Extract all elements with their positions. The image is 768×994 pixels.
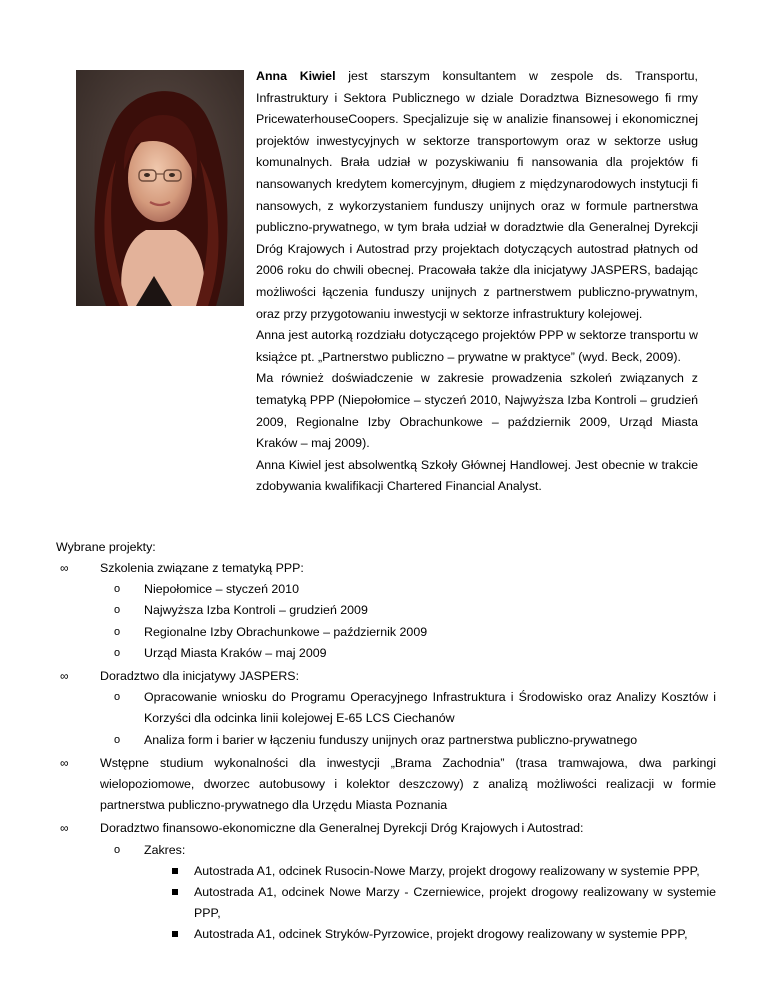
project-subitem [56, 643, 716, 664]
project-subsubitem [56, 924, 716, 945]
infinity-bullet-icon: ∞ [60, 669, 69, 684]
subitem-text: Niepołomice – styczeń 2010 [144, 582, 299, 597]
subitem-text: Opracowanie wniosku do Programu Operacyjnego Infrastruktura i Środowisko oraz Analizy Kosztów i Korzyści dla odcinka linii kolejowej E-65 LCS Ciechanów [144, 690, 716, 726]
square-bullet-icon [172, 889, 178, 895]
circle-bullet-icon: o [114, 583, 121, 596]
project-item [56, 666, 716, 687]
bio-paragraph-1 [256, 66, 698, 325]
portrait-illustration [76, 70, 244, 306]
project-item [56, 753, 716, 817]
project-subitem [56, 840, 716, 861]
project-text: Wstępne studium wykonalności dla inwestycji „Brama Zachodnia” (trasa tramwajowa, dwa parkingi wielopoziomowe, dworzec autobusowy i kolektor deszczowy) z analizą możliwości realizacji w formie partnerstwa publiczno-prywatnego dla Urzędu Miasta Poznania [100, 755, 716, 813]
projects-heading: Wybrane projekty: [56, 540, 156, 554]
infinity-bullet-icon: ∞ [60, 755, 69, 770]
project-subsubitem [56, 882, 716, 924]
subitem-text: Najwyższa Izba Kontroli – grudzień 2009 [144, 603, 368, 618]
bio-text-1: jest starszym konsultantem w zespole ds. Transportu, Infrastruktury i Sektora Publicznego w dziale Doradztwa Biznesowego fi rmy PricewaterhouseCoopers. Specjalizuje się w analizie finansowej i ekonomicznej projektów inwestycyjnych w sektorze transportowym oraz w sektorze usług komunalnych. Brała udział w pozyskiwaniu fi nansowania dla projektów fi nansowanych kredytem komercyjnym, długiem z międzynarodowych instytucji fi nansowych, z wykorzystaniem funduszy unijnych oraz w formule partnerstwa publiczno-prywatnego, w tym brała udział w doradztwie dla Generalnej Dyrekcji Dróg Krajowych i Autostrad przy projektach dotyczących autostrad płatnych od 2006 roku do chwili obecnej. Pracowała także dla inicjatywy JASPERS, badając możliwości łączenia funduszy unijnych z partnerstwem publiczno-prywatnym, oraz przy przygotowaniu inwestycji w sektorze infrastruktury kolejowej. [256, 69, 698, 321]
project-text: Doradztwo dla inicjatywy JASPERS: [100, 669, 300, 684]
circle-bullet-icon: o [114, 733, 121, 746]
project-subitem [56, 622, 716, 643]
project-item [56, 558, 716, 579]
square-bullet-icon [172, 931, 178, 937]
project-item [56, 818, 716, 839]
subitem-text: Zakres: [144, 842, 186, 857]
author-name: Anna Kiwiel [256, 69, 336, 83]
author-bio [256, 66, 698, 498]
project-subitem [56, 579, 716, 600]
square-bullet-icon [172, 868, 178, 874]
projects-list [56, 558, 716, 946]
project-text: Doradztwo finansowo-ekonomiczne dla Generalnej Dyrekcji Dróg Krajowych i Autostrad: [100, 821, 584, 836]
subsubitem-text: Autostrada A1, odcinek Nowe Marzy - Czerniewice, projekt drogowy realizowany w systemie PPP, [194, 885, 716, 921]
circle-bullet-icon: o [114, 604, 121, 617]
subsubitem-text: Autostrada A1, odcinek Rusocin-Nowe Marzy, projekt drogowy realizowany w systemie PPP, [194, 863, 700, 878]
circle-bullet-icon: o [114, 691, 121, 704]
infinity-bullet-icon: ∞ [60, 821, 69, 836]
project-subitem [56, 600, 716, 621]
project-subsubitem [56, 861, 716, 882]
bio-paragraph-2: Anna jest autorką rozdziału dotyczącego projektów PPP w sektorze transportu w książce pt. „Partnerstwo publiczno – prywatne w praktyce” (wyd. Beck, 2009). [256, 328, 698, 364]
bio-paragraph-4: Anna Kiwiel jest absolwentką Szkoły Głównej Handlowej. Jest obecnie w trakcie zdobywania kwalifikacji Chartered Financial Analyst. [256, 457, 698, 494]
circle-bullet-icon: o [114, 646, 121, 659]
author-photo [76, 70, 244, 306]
bio-paragraph-3: Ma również doświadczenie w zakresie prowadzenia szkoleń związanych z tematyką PPP (Niepołomice – styczeń 2010, Najwyższa Izba Kontroli – grudzień 2009, Regionalne Izby Obrachunkowe – październik 2009, Urząd Miasta Kraków – maj 2009). [256, 371, 698, 451]
subitem-text: Analiza form i barier w łączeniu funduszy unijnych oraz partnerstwa publiczno-prywatnego [144, 732, 638, 747]
project-subitem [56, 730, 716, 751]
subitem-text: Regionalne Izby Obrachunkowe – październik 2009 [144, 624, 428, 639]
subitem-text: Urząd Miasta Kraków – maj 2009 [144, 645, 327, 660]
infinity-bullet-icon: ∞ [60, 561, 69, 575]
subsubitem-text: Autostrada A1, odcinek Stryków-Pyrzowice, projekt drogowy realizowany w systemie PPP, [194, 927, 688, 942]
circle-bullet-icon: o [114, 843, 121, 856]
circle-bullet-icon: o [114, 625, 121, 638]
project-subitem [56, 687, 716, 729]
project-text: Szkolenia związane z tematyką PPP: [100, 561, 304, 575]
